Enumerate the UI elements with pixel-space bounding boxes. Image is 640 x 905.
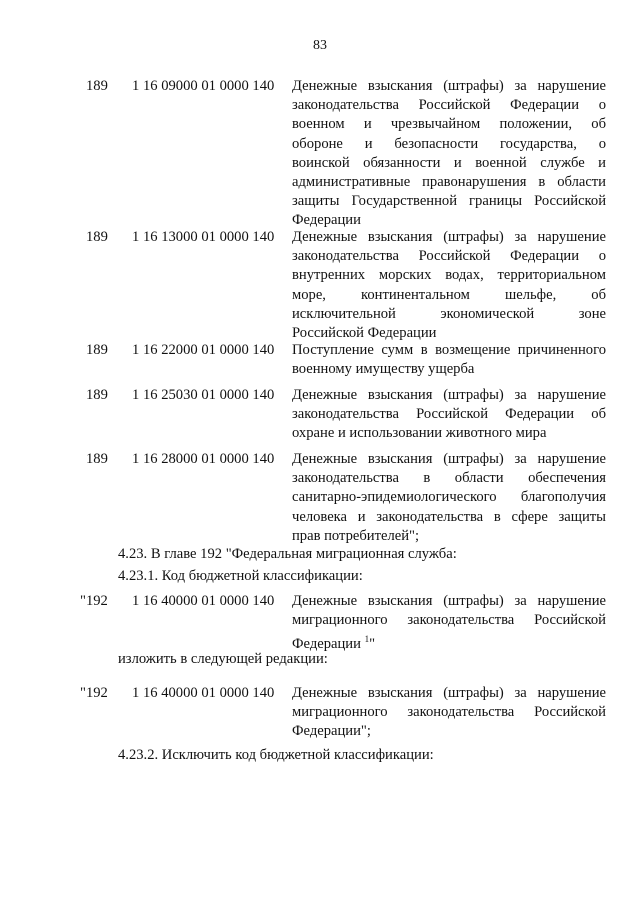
description-line: Денежные взыскания (штрафы) за нарушение xyxy=(292,593,606,609)
description-line: военном и чрезвычайном положении, об xyxy=(292,116,606,133)
description-line: административные правонарушения в области xyxy=(292,174,606,191)
description-line: законодательства в области обеспечения xyxy=(292,470,606,487)
description-line: море, континентальном шельфе, об xyxy=(292,286,606,303)
admin-code: 189 xyxy=(86,451,108,467)
description-line: человека и законодательства в сфере защиты xyxy=(292,508,606,525)
description-line: законодательства Российской Федерации о xyxy=(292,248,606,265)
admin-code: "192 xyxy=(80,593,108,609)
description-line: охране и использовании животного мира xyxy=(292,425,547,442)
budget-code: 1 16 09000 01 0000 140 xyxy=(132,78,275,94)
description-text: Федерации xyxy=(292,636,361,653)
admin-code: 189 xyxy=(86,342,108,358)
row-description xyxy=(292,341,606,379)
description-line: Денежные взыскания (штрафы) за нарушение xyxy=(292,387,606,403)
description-line: Денежные взыскания (штрафы) за нарушение xyxy=(292,78,606,94)
budget-code: 1 16 22000 01 0000 140 xyxy=(132,342,275,358)
description-line: Федерации xyxy=(292,212,361,229)
admin-code: 189 xyxy=(86,229,108,245)
description-line: Поступление сумм в возмещение причиненного xyxy=(292,342,606,358)
description-line: прав потребителей"; xyxy=(292,527,420,544)
row-description xyxy=(292,684,606,742)
description-line: Денежные взыскания (штрафы) за нарушение xyxy=(292,685,606,701)
closing-quote: " xyxy=(369,636,376,653)
row-description xyxy=(292,592,606,655)
description-line: защиты Государственной границы Российской xyxy=(292,193,606,210)
row-description xyxy=(292,77,606,231)
admin-code: "192 xyxy=(80,685,108,701)
description-line: исключительной экономической зоне xyxy=(292,305,606,322)
paragraph-4-23: 4.23. В главе 192 "Федеральная миграционная служба: xyxy=(118,546,457,562)
description-line: санитарно-эпидемиологического благополучия xyxy=(292,489,606,506)
description-line: миграционного законодательства Российской xyxy=(292,704,606,721)
row-description xyxy=(292,386,606,444)
budget-code: 1 16 25030 01 0000 140 xyxy=(132,387,275,403)
budget-code: 1 16 40000 01 0000 140 xyxy=(132,685,275,701)
description-line: Федерации"; xyxy=(292,723,371,740)
page-number: 83 xyxy=(313,38,327,53)
paragraph-4-23-2: 4.23.2. Исключить код бюджетной классификации: xyxy=(118,747,434,763)
row-description xyxy=(292,228,606,343)
budget-code: 1 16 40000 01 0000 140 xyxy=(132,593,275,609)
description-line: Денежные взыскания (штрафы) за нарушение xyxy=(292,451,606,467)
paragraph-redaction: изложить в следующей редакции: xyxy=(118,651,328,667)
description-line: военному имуществу ущерба xyxy=(292,361,475,378)
budget-code: 1 16 13000 01 0000 140 xyxy=(132,229,275,245)
description-line: миграционного законодательства Российской xyxy=(292,612,606,629)
paragraph-4-23-1: 4.23.1. Код бюджетной классификации: xyxy=(118,568,363,584)
description-line-last xyxy=(292,630,606,654)
description-line: воинской обязанности и военной службе и xyxy=(292,154,606,171)
admin-code: 189 xyxy=(86,387,108,403)
description-line: внутренних морских водах, территориальном xyxy=(292,267,606,284)
description-line: законодательства Российской Федерации о xyxy=(292,97,606,114)
description-line: обороне и безопасности государства, о xyxy=(292,135,606,152)
description-line: Денежные взыскания (штрафы) за нарушение xyxy=(292,229,606,245)
admin-code: 189 xyxy=(86,78,108,94)
budget-code: 1 16 28000 01 0000 140 xyxy=(132,451,275,467)
description-line: Российской Федерации xyxy=(292,325,437,342)
footnote-marker: 1 xyxy=(364,634,370,645)
row-description xyxy=(292,450,606,546)
description-line: законодательства Российской Федерации об xyxy=(292,406,606,423)
